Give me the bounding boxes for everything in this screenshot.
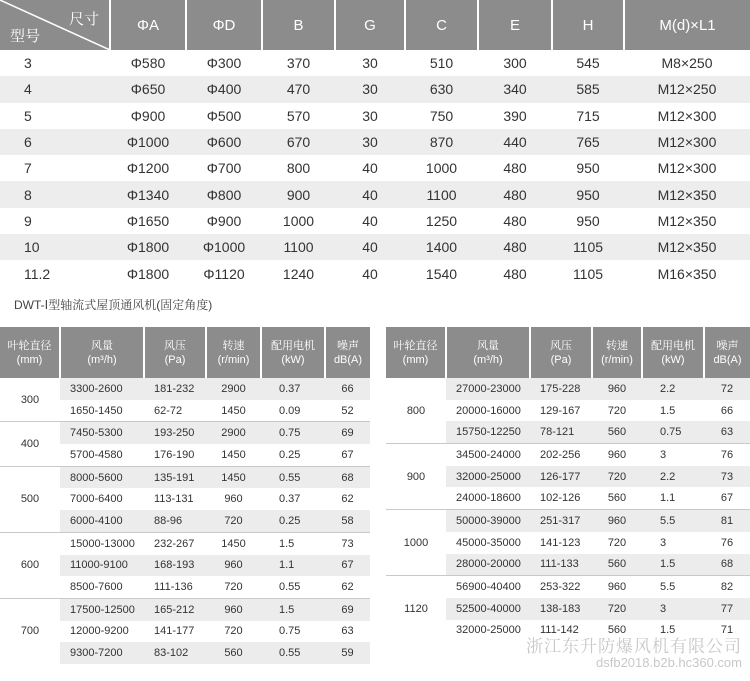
dimension-row (0, 155, 750, 181)
dimension-cell: M12×300 (657, 160, 717, 177)
dimension-cell: 370 (286, 55, 311, 72)
performance-cell: 129-167 (540, 404, 581, 417)
performance-cell: 1.5 (642, 554, 704, 576)
dimension-cell: Φ700 (206, 160, 242, 177)
performance-cell: 1.1 (261, 555, 325, 577)
model-cell: 11.2 (24, 265, 51, 282)
performance-cell: 8000-5600 (60, 466, 144, 488)
performance-cell: 62 (341, 581, 354, 594)
performance-cell: 50000-39000 (446, 510, 530, 532)
performance-cell: 63 (704, 421, 750, 443)
dimension-cell: Φ1000 (110, 129, 186, 155)
header-label: 配用电机 (651, 339, 695, 352)
impeller-diameter-cell: 800 (386, 378, 446, 444)
header-label: 风量 (477, 339, 499, 352)
performance-cell: 8500-7600 (70, 581, 123, 594)
dimension-cell: 480 (478, 181, 552, 207)
performance-cell: 0.37 (261, 378, 325, 400)
dimension-cell: 480 (503, 212, 527, 229)
performance-cell: 560 (607, 624, 627, 637)
performance-cell: 68 (325, 466, 370, 488)
performance-cell: 720 (206, 510, 261, 532)
performance-cell: 28000-20000 (446, 554, 530, 576)
dimension-cell: 300 (503, 55, 527, 72)
impeller-diameter-cell: 1000 (386, 510, 446, 576)
performance-cell: 175-228 (530, 378, 592, 400)
performance-row (0, 466, 370, 488)
model-cell: 9 (24, 212, 32, 229)
performance-header-cell (704, 327, 750, 378)
dimension-header-cell: B (262, 0, 335, 50)
dimension-cell: 715 (576, 107, 600, 124)
dimension-cell: Φ1120 (203, 265, 245, 282)
performance-cell: 102-126 (540, 492, 581, 505)
header-label: 转速 (606, 339, 628, 352)
performance-cell: 71 (720, 624, 734, 637)
performance-cell: 0.55 (279, 581, 301, 594)
performance-header-row-right (386, 327, 750, 378)
performance-cell: 960 (592, 378, 642, 400)
header-unit: (m³/h) (473, 353, 503, 366)
dimension-row (0, 208, 750, 234)
dimension-cell: 1240 (282, 265, 315, 282)
model-cell: 7 (24, 160, 32, 177)
header-unit: (Pa) (550, 353, 572, 366)
dimension-cell: M16×350 (657, 265, 717, 282)
header-label: 噪声 (716, 339, 739, 352)
performance-cell: 232-267 (144, 532, 206, 554)
dimension-row (0, 234, 750, 260)
performance-cell: 0.55 (261, 642, 325, 664)
performance-cell: 68 (704, 554, 750, 576)
dimension-table (0, 0, 750, 287)
performance-cell: 11000-9100 (60, 555, 144, 577)
header-unit: (r/min) (217, 353, 250, 366)
dimension-cell: Φ900 (206, 212, 242, 229)
performance-cell: 56900-40400 (446, 576, 530, 598)
dimension-cell: Φ1650 (126, 212, 170, 229)
performance-cell: 2.2 (642, 466, 704, 488)
performance-table-left (0, 327, 370, 664)
dimension-cell: 900 (262, 181, 335, 207)
performance-cell: 3 (642, 598, 704, 620)
performance-cell: 0.75 (279, 625, 301, 638)
dimension-cell: 1540 (425, 265, 458, 282)
performance-cell: 34500-24000 (446, 444, 530, 466)
performance-table-right (386, 327, 750, 641)
dimension-cell: 480 (503, 265, 527, 282)
dimension-cell: 1000 (425, 160, 458, 177)
performance-cell: 45000-35000 (456, 536, 521, 549)
performance-header-cell (530, 327, 592, 378)
performance-cell: 1450 (206, 466, 261, 488)
performance-cell: 24000-18600 (456, 492, 521, 505)
performance-cell: 720 (592, 598, 642, 620)
performance-cell: 15750-12250 (446, 421, 530, 443)
performance-cell: 17500-12500 (60, 598, 144, 620)
dimension-cell: 1000 (282, 212, 315, 229)
performance-header-cell (325, 327, 370, 378)
performance-cell: 81 (704, 510, 750, 532)
dimension-cell: Φ1800 (126, 265, 170, 282)
dimension-cell: 40 (335, 181, 405, 207)
performance-cell: 0.09 (279, 404, 301, 417)
model-cell: 10 (0, 234, 110, 260)
performance-cell: 960 (592, 510, 642, 532)
dimension-cell: 630 (405, 76, 478, 102)
dimension-cell: 510 (429, 55, 454, 72)
performance-cell: 2900 (206, 378, 261, 400)
performance-header-cell (592, 327, 642, 378)
performance-cell: 15000-13000 (60, 532, 144, 554)
performance-cell: 9300-7200 (60, 642, 144, 664)
performance-row (0, 378, 370, 400)
dimension-cell: 950 (576, 212, 600, 229)
header-label: 噪声 (337, 339, 359, 352)
dimension-row (0, 50, 750, 76)
dimension-cell: 30 (335, 76, 405, 102)
performance-cell: 83-102 (144, 642, 206, 664)
table-caption: DWT-Ⅰ型轴流式屋顶通风机(固定角度) (14, 298, 213, 312)
dimension-cell: Φ1800 (110, 234, 186, 260)
header-unit: (mm) (16, 353, 43, 366)
performance-cell: 138-183 (530, 598, 592, 620)
impeller-diameter-cell: 700 (0, 598, 60, 664)
dimension-cell: Φ800 (186, 181, 262, 207)
performance-cell: 78-121 (530, 421, 592, 443)
dimension-cell: M8×250 (661, 55, 713, 72)
dimension-cell: Φ1000 (186, 234, 262, 260)
performance-cell: 77 (704, 598, 750, 620)
dimension-cell: M12×350 (624, 234, 750, 260)
performance-row (386, 510, 750, 532)
performance-cell: 960 (206, 598, 261, 620)
dimension-row (0, 129, 750, 155)
model-cell: 8 (0, 181, 110, 207)
performance-cell: 560 (592, 554, 642, 576)
header-label: 叶轮直径 (393, 339, 438, 352)
performance-cell: 251-317 (530, 510, 592, 532)
performance-cell: 7000-6400 (70, 493, 123, 506)
dimension-cell: 40 (362, 265, 378, 282)
dimension-cell: Φ1200 (126, 160, 170, 177)
performance-cell: 0.55 (261, 466, 325, 488)
dimension-cell: 40 (362, 212, 378, 229)
performance-header-cell (60, 327, 144, 378)
performance-cell: 63 (341, 625, 354, 638)
performance-cell: 141-177 (154, 625, 195, 638)
dimension-row (0, 76, 750, 102)
header-label: 风压 (164, 339, 186, 352)
performance-table-right-body (386, 378, 750, 641)
impeller-diameter-cell: 300 (0, 378, 60, 422)
corner-label-model: 型号 (10, 28, 41, 45)
performance-cell: 7450-5300 (60, 422, 144, 444)
dimension-cell: 440 (478, 129, 552, 155)
performance-cell: 1450 (206, 532, 261, 554)
performance-cell: 5.5 (642, 510, 704, 532)
dimension-cell: 1100 (262, 234, 335, 260)
model-cell: 5 (24, 107, 32, 124)
performance-cell: 69 (325, 422, 370, 444)
header-unit: (r/min) (601, 353, 633, 366)
dimension-cell: 480 (478, 234, 552, 260)
performance-cell: 176-190 (154, 448, 195, 461)
performance-cell: 72 (704, 378, 750, 400)
performance-cell: 202-256 (530, 444, 592, 466)
dimension-cell: 40 (362, 160, 378, 177)
dimension-cell: 950 (576, 160, 600, 177)
performance-header-cell (144, 327, 206, 378)
performance-cell: 1.5 (660, 624, 676, 637)
performance-cell: 73 (704, 466, 750, 488)
performance-row (0, 422, 370, 444)
performance-cell: 1650-1450 (70, 404, 123, 417)
performance-cell: 181-232 (144, 378, 206, 400)
performance-cell: 69 (325, 598, 370, 620)
performance-cell: 32000-25000 (446, 466, 530, 488)
header-unit: (kW) (281, 353, 305, 366)
header-unit: dB(A) (333, 353, 363, 366)
dimension-cell: 545 (576, 55, 600, 72)
dimension-cell: 750 (429, 107, 454, 124)
header-label: 转速 (222, 339, 245, 352)
dimension-cell: M12×350 (657, 212, 717, 229)
dimension-cell: M12×300 (624, 129, 750, 155)
dimension-cell: 30 (362, 55, 378, 72)
watermark-company: 浙江东升防爆风机有限公司 (526, 637, 742, 656)
header-unit: dB(A) (713, 353, 742, 366)
performance-cell: 32000-25000 (456, 624, 521, 637)
performance-cell: 52 (341, 404, 354, 417)
dimension-cell: 40 (335, 234, 405, 260)
model-cell: 4 (0, 76, 110, 102)
performance-header-row-left (0, 327, 370, 378)
performance-row (386, 444, 750, 466)
performance-row (0, 532, 370, 554)
performance-cell: 960 (592, 444, 642, 466)
corner-label-size: 尺寸 (68, 11, 99, 28)
dimension-cell: 470 (262, 76, 335, 102)
performance-cell: 960 (224, 493, 243, 506)
performance-cell: 67 (720, 492, 734, 505)
dimension-header-cell: H (552, 0, 624, 50)
performance-cell: 67 (341, 448, 354, 461)
performance-cell: 720 (607, 536, 627, 549)
performance-cell: 76 (704, 444, 750, 466)
dimension-cell: 1400 (405, 234, 478, 260)
performance-cell: 66 (720, 404, 734, 417)
dimension-cell: M12×350 (624, 181, 750, 207)
performance-cell: 560 (592, 421, 642, 443)
performance-cell: 960 (206, 555, 261, 577)
performance-cell: 0.25 (261, 510, 325, 532)
dimension-cell: Φ400 (186, 76, 262, 102)
performance-cell: 82 (704, 576, 750, 598)
dimension-cell: Φ900 (130, 107, 166, 124)
impeller-diameter-cell: 900 (386, 444, 446, 510)
impeller-diameter-cell: 600 (0, 532, 60, 598)
performance-cell: 5.5 (642, 576, 704, 598)
performance-cell: 3 (660, 536, 667, 549)
performance-cell: 1450 (221, 404, 246, 417)
performance-header-cell (0, 327, 60, 378)
performance-cell: 560 (206, 642, 261, 664)
performance-row (386, 576, 750, 598)
performance-header-cell (261, 327, 325, 378)
dimension-cell: Φ600 (186, 129, 262, 155)
performance-cell: 0.25 (279, 448, 301, 461)
dimension-cell: 30 (335, 129, 405, 155)
dimension-header-cell: ΦD (186, 0, 262, 50)
performance-cell: 1.5 (261, 598, 325, 620)
dimension-cell: Φ300 (206, 55, 242, 72)
performance-cell: 66 (325, 378, 370, 400)
performance-cell: 960 (592, 576, 642, 598)
performance-header-cell (642, 327, 704, 378)
dimension-header-cell: ΦA (110, 0, 186, 50)
performance-cell: 111-142 (540, 624, 579, 637)
performance-cell: 6000-4100 (60, 510, 144, 532)
header-unit: (Pa) (164, 353, 186, 366)
performance-cell: 1450 (221, 448, 246, 461)
dimension-cell: 30 (362, 107, 378, 124)
performance-cell: 560 (607, 492, 627, 505)
performance-cell: 193-250 (144, 422, 206, 444)
performance-cell: 5700-4580 (70, 448, 123, 461)
dimension-cell: 1100 (405, 181, 478, 207)
dimension-header-cell: M(d)×L1 (624, 0, 750, 50)
dimension-cell: 390 (503, 107, 527, 124)
performance-header-cell (386, 327, 446, 378)
dimension-cell: 480 (503, 160, 527, 177)
performance-cell: 253-322 (530, 576, 592, 598)
dimension-cell: 1105 (572, 265, 604, 282)
performance-cell: 73 (325, 532, 370, 554)
performance-cell: 0.75 (642, 421, 704, 443)
dimension-cell: 340 (478, 76, 552, 102)
header-label: 风量 (91, 339, 113, 352)
dimension-row (0, 103, 750, 129)
impeller-diameter-cell: 400 (0, 422, 60, 466)
performance-row (0, 598, 370, 620)
model-cell: 6 (0, 129, 110, 155)
performance-cell: 165-212 (144, 598, 206, 620)
impeller-diameter-cell: 500 (0, 466, 60, 532)
performance-cell: 76 (720, 536, 734, 549)
header-label: 叶轮直径 (7, 339, 52, 352)
performance-cell: 3300-2600 (60, 378, 144, 400)
performance-cell: 720 (592, 466, 642, 488)
performance-cell: 1.1 (660, 492, 676, 505)
performance-cell: 141-123 (540, 536, 581, 549)
performance-cell: 58 (325, 510, 370, 532)
header-unit: (m³/h) (87, 353, 117, 366)
performance-cell: 720 (224, 625, 243, 638)
header-unit: (kW) (661, 353, 685, 366)
dimension-cell: M12×300 (657, 107, 717, 124)
performance-cell: 720 (224, 581, 243, 594)
performance-header-cell (446, 327, 530, 378)
performance-cell: 111-136 (154, 581, 193, 594)
dimension-table-body (0, 50, 750, 287)
performance-cell: 20000-16000 (456, 404, 521, 417)
performance-cell: 62-72 (154, 404, 183, 417)
dimension-header-cell: G (335, 0, 405, 50)
performance-cell: 0.37 (279, 493, 301, 506)
performance-cell: 52500-40000 (446, 598, 530, 620)
corner-header (0, 0, 110, 50)
performance-cell: 0.75 (261, 422, 325, 444)
performance-cell: 113-131 (154, 493, 194, 506)
performance-cell: 168-193 (144, 555, 206, 577)
dimension-cell: 670 (262, 129, 335, 155)
header-unit: (mm) (402, 353, 429, 366)
dimension-cell: 570 (286, 107, 311, 124)
dimension-cell: Φ500 (206, 107, 242, 124)
performance-cell: 27000-23000 (446, 378, 530, 400)
dimension-row (0, 260, 750, 286)
performance-cell: 135-191 (144, 466, 206, 488)
performance-cell: 1.5 (660, 404, 676, 417)
dimension-cell: 950 (552, 181, 624, 207)
performance-cell: 12000-9200 (70, 625, 129, 638)
performance-cell: 88-96 (144, 510, 206, 532)
performance-cell: 2900 (206, 422, 261, 444)
dimension-header-cell: E (478, 0, 552, 50)
model-cell: 3 (24, 55, 32, 72)
dimension-header-row (0, 0, 750, 50)
dimension-cell: 585 (552, 76, 624, 102)
dimension-cell: 1250 (425, 212, 458, 229)
dimension-cell: 765 (552, 129, 624, 155)
performance-cell: 62 (341, 493, 354, 506)
watermark-url: dsfb2018.b2b.hc360.com (596, 655, 742, 670)
dimension-cell: M12×250 (624, 76, 750, 102)
dimension-cell: Φ580 (130, 55, 166, 72)
performance-table-left-body (0, 378, 370, 664)
performance-cell: 59 (325, 642, 370, 664)
performance-row (386, 378, 750, 400)
performance-header-cell (206, 327, 261, 378)
dimension-cell: Φ650 (110, 76, 186, 102)
dimension-header-cell: C (405, 0, 478, 50)
performance-cell: 111-133 (530, 554, 592, 576)
performance-cell: 126-177 (530, 466, 592, 488)
performance-cell: 720 (607, 404, 627, 417)
header-label: 配用电机 (271, 339, 315, 352)
performance-cell: 2.2 (642, 378, 704, 400)
performance-cell: 1.5 (261, 532, 325, 554)
dimension-cell: 800 (286, 160, 311, 177)
impeller-diameter-cell: 1120 (386, 576, 446, 642)
dimension-cell: Φ1340 (110, 181, 186, 207)
header-label: 风压 (550, 339, 572, 352)
dimension-cell: 1105 (552, 234, 624, 260)
performance-cell: 67 (325, 555, 370, 577)
dimension-cell: 870 (405, 129, 478, 155)
dimension-row (0, 181, 750, 207)
performance-cell: 3 (642, 444, 704, 466)
